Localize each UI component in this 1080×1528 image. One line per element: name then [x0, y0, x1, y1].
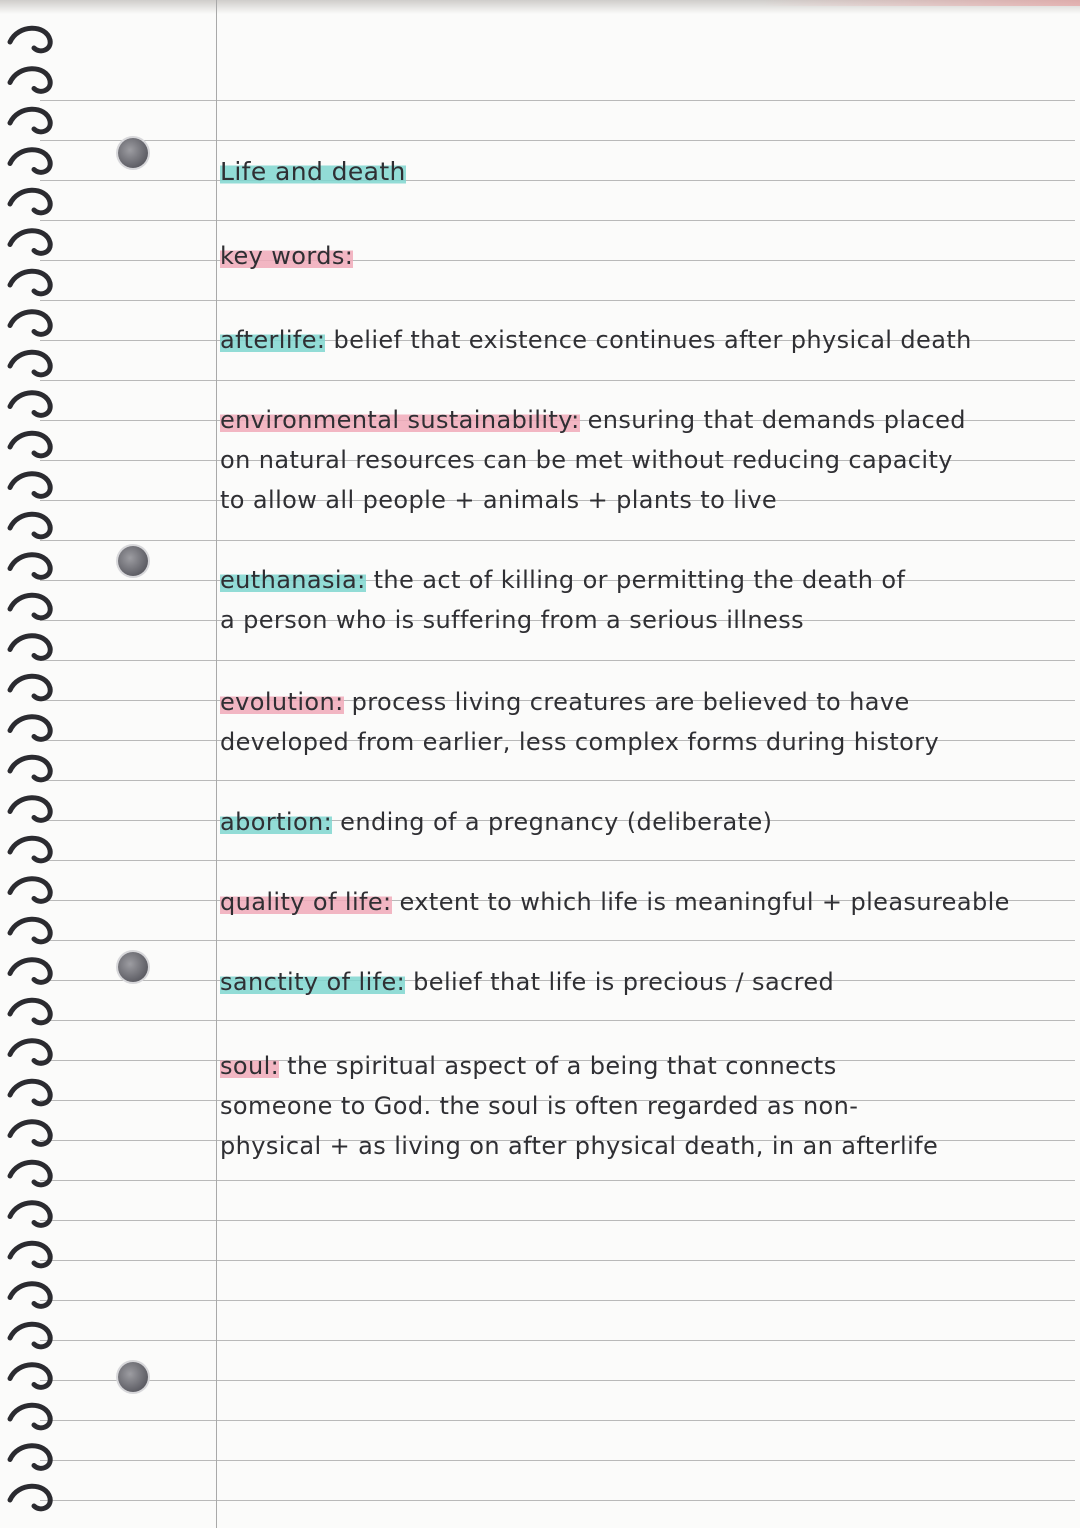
entry-evolution	[220, 682, 939, 762]
entry-term: quality of life:	[220, 888, 392, 916]
spiral-coil	[10, 271, 50, 294]
spiral-coil	[10, 636, 50, 659]
spiral-coil	[10, 1122, 50, 1145]
ruled-line	[40, 380, 1075, 381]
spiral-coil	[10, 798, 50, 821]
ruled-line	[40, 140, 1075, 141]
entry-quality-of-life	[220, 882, 1010, 922]
entry-line: to allow all people + animals + plants to live	[220, 486, 778, 514]
ruled-line	[40, 300, 1075, 301]
entry-text: process living creatures are believed to have	[343, 688, 910, 716]
spiral-coil	[10, 919, 50, 942]
spiral-coil	[10, 757, 50, 780]
entry-line: on natural resources can be met without reducing capacity	[220, 446, 953, 474]
ruled-line	[40, 1180, 1075, 1181]
spiral-coil	[10, 514, 50, 537]
entry-soul	[220, 1046, 938, 1166]
entry-text: ensuring that demands placed	[579, 406, 966, 434]
ruled-line	[40, 1340, 1075, 1341]
ruled-line	[40, 180, 1075, 181]
entry-text: belief that existence continues after physical death	[325, 326, 972, 354]
spiral-coil	[10, 1365, 50, 1388]
title-highlight: Life and death	[220, 157, 406, 186]
entry-text: belief that life is precious / sacred	[405, 968, 835, 996]
entry-line: a person who is suffering from a serious illness	[220, 606, 805, 634]
ruled-line	[40, 100, 1075, 101]
page-title	[220, 152, 406, 192]
ruled-line	[40, 1420, 1075, 1421]
spiral-coil	[10, 190, 50, 213]
spiral-coil	[10, 69, 50, 92]
spiral-coil	[10, 1486, 50, 1509]
punch-hole	[118, 952, 148, 982]
ruled-line	[40, 1500, 1075, 1501]
entry-text: ending of a pregnancy (deliberate)	[332, 808, 773, 836]
entry-line	[220, 882, 1010, 922]
spiral-coil	[10, 1284, 50, 1307]
entry-text: the spiritual aspect of a being that connects	[279, 1052, 837, 1080]
spiral-coil	[10, 150, 50, 173]
ruled-line	[40, 940, 1075, 941]
entry-afterlife	[220, 320, 972, 360]
ruled-line	[40, 260, 1075, 261]
ruled-line	[40, 1220, 1075, 1221]
ruled-line	[40, 660, 1075, 661]
spiral-coil	[10, 1162, 50, 1185]
punch-hole	[118, 138, 148, 168]
entry-sanctity-of-life	[220, 962, 834, 1002]
spiral-coil	[10, 1243, 50, 1266]
subtitle-highlight: key words:	[220, 242, 354, 270]
entry-term: sanctity of life:	[220, 968, 406, 996]
spiral-coil	[10, 838, 50, 861]
entry-line	[220, 560, 905, 600]
spiral-coil	[10, 555, 50, 578]
entry-euthanasia	[220, 560, 905, 640]
entry-line: someone to God. the soul is often regarded as non-	[220, 1092, 859, 1120]
entry-line: developed from earlier, less complex forms during history	[220, 728, 940, 756]
entry-term: euthanasia:	[220, 566, 366, 594]
entry-line	[220, 682, 939, 722]
spiral-coil	[10, 1446, 50, 1469]
ruled-line	[40, 1380, 1075, 1381]
margin-line	[216, 0, 217, 1528]
ruled-line	[40, 220, 1075, 221]
spiral-coil	[10, 109, 50, 132]
spiral-coil	[10, 231, 50, 254]
ruled-line	[40, 540, 1075, 541]
spiral-coil	[10, 1324, 50, 1347]
spiral-coil	[10, 879, 50, 902]
entry-abortion	[220, 802, 772, 842]
spiral-coil	[10, 393, 50, 416]
entry-text: extent to which life is meaningful + pleasureable	[391, 888, 1010, 916]
entry-term: soul:	[220, 1052, 280, 1080]
page-subtitle	[220, 236, 353, 276]
punch-hole	[118, 1362, 148, 1392]
entry-term: afterlife:	[220, 326, 326, 354]
spiral-coil	[10, 960, 50, 983]
entry-text: the act of killing or permitting the death of	[365, 566, 906, 594]
ruled-line	[40, 1460, 1075, 1461]
spiral-coil	[10, 1041, 50, 1064]
spiral-coil	[10, 28, 50, 51]
spiral-coil	[10, 717, 50, 740]
entry-line	[220, 320, 972, 360]
entry-term: environmental sustainability:	[220, 406, 580, 434]
entry-line	[220, 962, 834, 1002]
ruled-line	[40, 860, 1075, 861]
entry-term: evolution:	[220, 688, 344, 716]
ruled-line	[40, 1260, 1075, 1261]
spiral-coil	[10, 1405, 50, 1428]
spiral-coil	[10, 595, 50, 618]
entry-line	[220, 400, 966, 440]
spiral-coil	[10, 433, 50, 456]
ruled-line	[40, 780, 1075, 781]
spiral-coil	[10, 1000, 50, 1023]
spiral-coil	[10, 474, 50, 497]
spiral-coil	[10, 312, 50, 335]
punch-hole	[118, 546, 148, 576]
entry-line	[220, 1046, 938, 1086]
ruled-line	[40, 1300, 1075, 1301]
spiral-coil	[10, 1203, 50, 1226]
entry-term: abortion:	[220, 808, 333, 836]
entry-line	[220, 802, 772, 842]
entry-environmental-sustainability	[220, 400, 966, 520]
ruled-line	[40, 1020, 1075, 1021]
spiral-coil	[10, 676, 50, 699]
spiral-coil	[10, 1081, 50, 1104]
spiral-binding	[0, 0, 80, 1528]
spiral-coil	[10, 352, 50, 375]
page-top-tint	[760, 0, 1080, 6]
entry-line: physical + as living on after physical death, in an afterlife	[220, 1132, 939, 1160]
